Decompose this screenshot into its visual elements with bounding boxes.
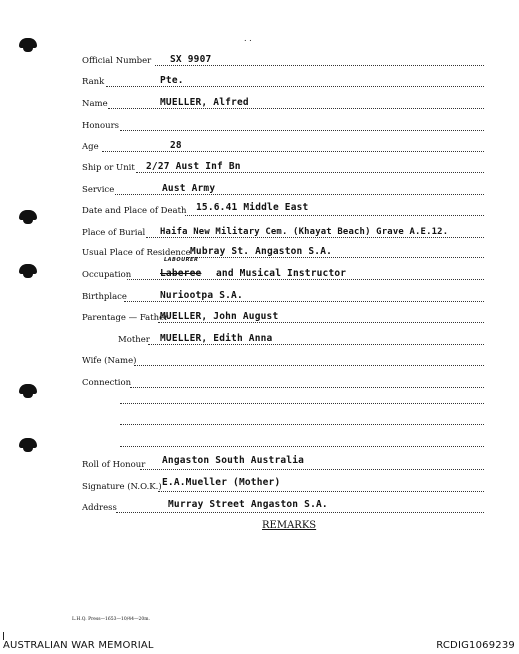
dotted-line [102,151,484,152]
handwritten-annotation: LABOURER [164,257,199,263]
blank-line [120,424,484,425]
margin-mark [3,632,4,640]
field-signature [82,474,484,494]
field-service [82,177,484,197]
field-value: E.A.Mueller (Mother) [162,477,281,488]
field-honours [82,113,484,133]
dotted-line [158,322,484,323]
field-place-of-burial [82,220,484,240]
field-label: Roll of Honour [82,460,146,470]
field-label: Occupation [82,270,132,280]
field-label: Signature (N.O.K.) [82,482,162,492]
blank-line [120,446,484,447]
dotted-line [120,130,484,131]
field-address [82,495,484,515]
field-value: Pte. [160,75,184,86]
dotted-line [155,65,484,66]
dotted-line [146,237,484,238]
field-usual-residence [82,240,484,260]
dotted-line [106,86,484,87]
field-label: Service [82,185,115,195]
field-value: and Musical Instructor [216,268,347,279]
dotted-line [185,215,484,216]
dotted-line [186,257,484,258]
field-label: Mother [118,335,150,345]
field-official-number [82,48,484,68]
field-label: Age [82,142,99,152]
field-label: Address [82,503,117,513]
field-birthplace [82,284,484,304]
field-value: MUELLER, Edith Anna [160,333,273,344]
field-value: Murray Street Angaston S.A. [168,499,328,510]
field-label: Name [82,99,108,109]
field-parentage-father [82,305,484,325]
dotted-line [158,491,484,492]
field-label: Wife (Name) [82,356,137,366]
punch-hole [19,38,37,48]
dotted-line [136,172,484,173]
dotted-line [127,279,484,280]
top-marks: . . [244,34,252,43]
field-value: 28 [170,140,182,151]
field-label: Official Number [82,56,152,66]
punch-hole [19,438,37,448]
field-wife [82,348,484,368]
field-name [82,91,484,111]
field-label: Place of Burial [82,228,146,238]
dotted-line [148,344,484,345]
footer-record-id: RCDIG1069239 [436,640,515,651]
dotted-line [116,512,484,513]
field-value: 2/27 Aust Inf Bn [146,161,241,172]
field-value: Haifa New Military Cem. (Khayat Beach) Grave A.E.12. [160,227,449,237]
field-value: MUELLER, John August [160,311,279,322]
field-label: Ship or Unit [82,163,135,173]
dotted-line [130,387,484,388]
field-label: Date and Place of Death [82,206,187,216]
punch-hole [19,384,37,394]
field-value: MUELLER, Alfred [160,97,249,108]
field-roll-of-honour [82,452,484,472]
field-label: Parentage — Father [82,313,169,323]
field-age [82,134,484,154]
field-ship-or-unit [82,155,484,175]
field-connection [82,370,484,390]
field-label: Rank [82,77,105,87]
remarks-heading: REMARKS [262,520,317,531]
dotted-line [108,108,484,109]
field-rank [82,69,484,89]
field-date-place-death [82,198,484,218]
field-value: Angaston South Australia [162,455,305,466]
field-value: Nuriootpa S.A. [160,290,243,301]
field-value: SX 9907 [170,54,212,65]
field-label: Honours [82,121,120,131]
blank-line [120,403,484,404]
field-value: Mubray St. Angaston S.A. [190,246,333,257]
field-label: Connection [82,378,132,388]
punch-hole [19,210,37,220]
dotted-line [115,194,484,195]
struck-value: Laberee [160,268,202,279]
footer-source: AUSTRALIAN WAR MEMORIAL [3,640,154,651]
field-label: Usual Place of Residence [82,248,191,258]
field-occupation [82,257,484,282]
field-value: 15.6.41 Middle East [196,202,309,213]
field-mother [82,327,484,347]
punch-hole [19,264,37,274]
dotted-line [140,469,484,470]
dotted-line [124,301,484,302]
dotted-line [134,365,484,366]
field-value: Aust Army [162,183,216,194]
field-label: Birthplace [82,292,127,302]
press-note: L.H.Q. Press—1653—10/44—20m. [72,617,150,622]
